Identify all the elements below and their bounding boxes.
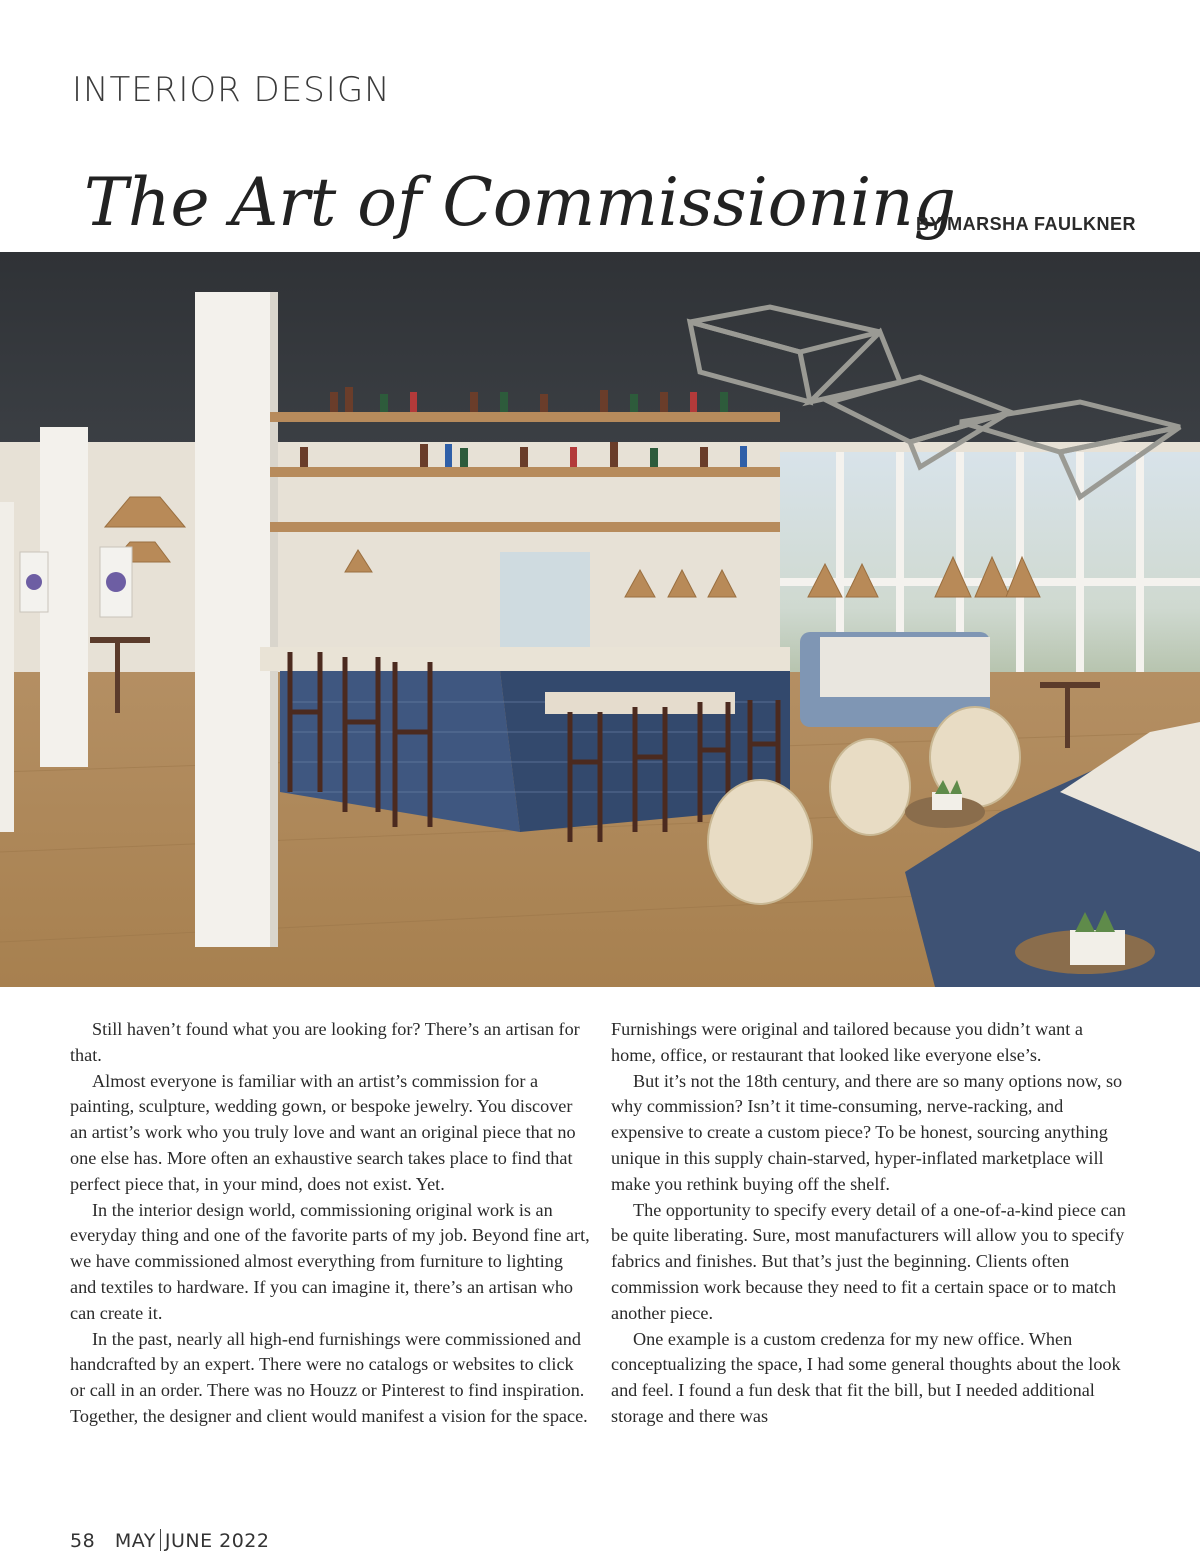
restaurant-bar-photo	[0, 252, 1200, 987]
paragraph: One example is a custom credenza for my new office. When conceptualizing the space, I had some general thoughts about the look and feel. I found a fun desk that fit the bill, but I needed additional storage and there was	[611, 1328, 1121, 1426]
article-column-left	[70, 1017, 590, 1430]
issue-date: JUNE 2022	[164, 1530, 270, 1552]
article-title: The Art of Commissioning	[84, 164, 956, 241]
section-label: INTERIOR DESIGN	[72, 70, 391, 110]
paragraph: Almost everyone is familiar with an artist’s commission for a painting, sculpture, wedding gown, or bespoke jewelry. You discover an artist’s work who you truly love and want an original piece that no one else has. More often an exhaustive search takes place to find that perfect piece that, in your mind, does not exist. Yet.	[70, 1070, 576, 1194]
issue-month: MAY	[114, 1530, 156, 1552]
paragraph: In the past, nearly all high-end furnishings were commissioned and handcrafted by an expert. There were no catalogs or websites to click or call in an order. There was no Houzz or Pinterest to find inspiration. Together, the designer and client would manifest a vision for the space.	[70, 1328, 588, 1426]
paragraph: Furnishings were original and tailored because you didn’t want a home, office, or restaurant that looked like everyone else’s.	[611, 1019, 1083, 1065]
page-footer	[70, 1529, 269, 1552]
paragraph: Still haven’t found what you are looking for? There’s an artisan for that.	[70, 1019, 580, 1065]
paragraph: In the interior design world, commissioning original work is an everyday thing and one of the favorite parts of my job. Beyond fine art, we have commissioned almost everything from furniture to lighting and textiles to hardware. If you can imagine it, there’s an artisan who can create it.	[70, 1199, 590, 1323]
byline: BY MARSHA FAULKNER	[916, 214, 1137, 234]
paragraph: But it’s not the 18th century, and there are so many options now, so why commission? Isn’t it time-consuming, nerve-racking, and expensive to create a custom piece? To be honest, sourcing anything unique in this supply chain-starved, hyper-inflated marketplace will make you rethink buying off the shelf.	[611, 1070, 1123, 1194]
article-column-right	[611, 1017, 1131, 1430]
page-number: 58	[70, 1530, 96, 1552]
paragraph: The opportunity to specify every detail of a one-of-a-kind piece can be quite liberating. Sure, most manufacturers will allow you to specify fabrics and finishes. But that’s just the beginning. Clients often commission work because they need to fit a certain space or to match another piece.	[611, 1199, 1126, 1323]
divider	[160, 1529, 161, 1551]
